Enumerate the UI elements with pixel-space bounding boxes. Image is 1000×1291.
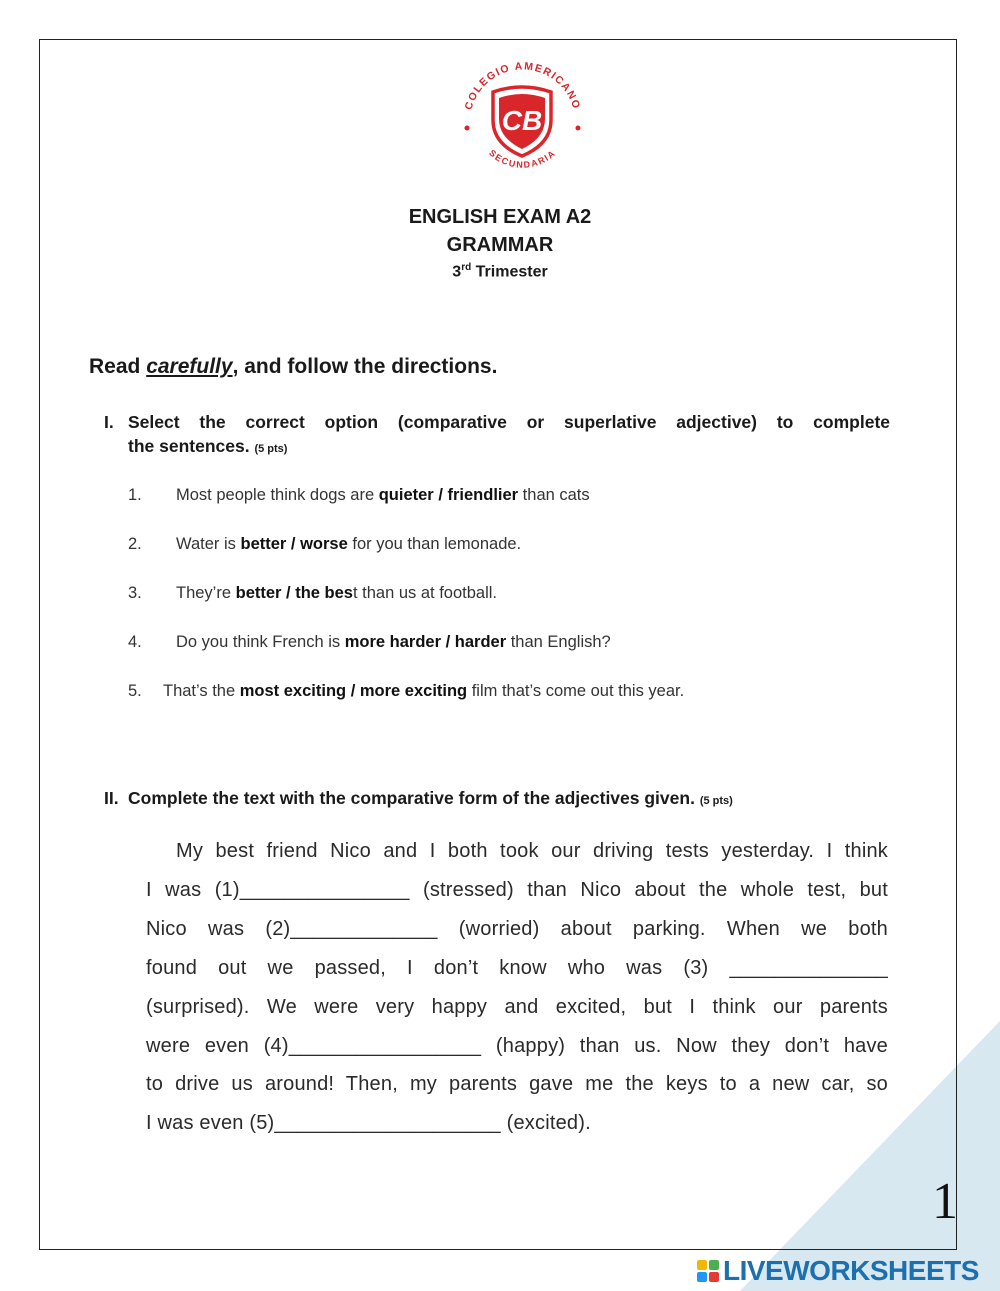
item-post: t than us at football. [352, 584, 497, 602]
section-2-title: Complete the text with the comparative form of the adjectives given. [128, 788, 695, 808]
general-directions [89, 355, 497, 379]
liveworksheets-text: LIVEWORKSHEETS [723, 1255, 979, 1286]
term-word: Trimester [475, 263, 548, 281]
school-logo [455, 56, 590, 181]
section-1-instruction-line2 [104, 436, 890, 457]
logo-block [697, 1260, 707, 1270]
logo-block [709, 1260, 719, 1270]
cloze-line: to drive us around! Then, my parents gave me the keys to a new car, so [146, 1073, 888, 1096]
item-options[interactable]: most exciting / more exciting [239, 682, 468, 700]
question-item-1 [128, 486, 590, 505]
question-item-4 [128, 633, 611, 652]
item-pre: Most people think dogs are [176, 486, 379, 504]
exam-term [0, 262, 1000, 281]
liveworksheets-watermark [697, 1254, 979, 1288]
cloze-line-blank-3[interactable]: found out we passed, I don’t know who was (3) ______________ [146, 956, 888, 979]
item-options[interactable]: more harder / harder [344, 633, 507, 651]
cloze-line: (surprised). We were very happy and excited, but I think our parents [146, 995, 888, 1018]
item-pre: Water is [176, 535, 241, 553]
item-post: than cats [518, 486, 590, 504]
page-number: 1 [932, 1173, 958, 1230]
section-2-numeral: II. [104, 788, 119, 808]
item-post: for you than lemonade. [347, 535, 522, 553]
logo-block [697, 1272, 707, 1282]
liveworksheets-logo-icon [697, 1260, 719, 1282]
section-2-points: (5 pts) [699, 795, 733, 807]
item-number: 4. [128, 633, 142, 651]
cloze-paragraph [146, 832, 888, 1143]
item-pre: That’s the [163, 682, 240, 700]
section-2-heading [104, 788, 733, 809]
directions-before: Read [89, 355, 147, 378]
item-options[interactable]: better / the bes [235, 584, 353, 602]
cloze-line: My best friend Nico and I both took our driving tests yesterday. I think [176, 840, 888, 862]
section-1-instruction-line1 [104, 412, 890, 433]
item-number: 3. [128, 584, 142, 602]
term-number: 3 [452, 263, 462, 281]
item-number: 2. [128, 535, 142, 553]
section-1-numeral: I. [104, 412, 114, 432]
logo-arc-top: COLEGIO AMERICANO [462, 60, 583, 112]
question-item-2 [128, 535, 521, 554]
section-1-points: (5 pts) [254, 443, 288, 455]
logo-arc-bottom: SECUNDARIA [487, 147, 558, 170]
cloze-line-blank-5[interactable]: I was even (5)____________________ (excited). [146, 1112, 591, 1135]
question-item-3 [128, 584, 497, 603]
exam-title: ENGLISH EXAM A2 [408, 206, 592, 228]
item-pre: They’re [176, 584, 236, 602]
section-1-line1: Select the correct option (comparative or superlative adjective) to complete [128, 412, 890, 432]
exam-subtitle: GRAMMAR [446, 234, 554, 256]
cloze-line-blank-1[interactable]: I was (1)_______________ (stressed) than Nico about the whole test, but [146, 878, 888, 901]
term-ordinal: rd [461, 262, 472, 273]
item-post: film that’s come out this year. [467, 682, 685, 700]
logo-block [709, 1272, 719, 1282]
section-1-line2: the sentences. [128, 436, 250, 456]
item-post: than English? [506, 633, 611, 651]
item-pre: Do you think French is [176, 633, 345, 651]
question-item-5 [128, 682, 684, 701]
logo-monogram: CB [501, 105, 543, 136]
cloze-line-blank-2[interactable]: Nico was (2)_____________ (worried) about parking. When we both [146, 917, 888, 940]
cloze-line-blank-4[interactable]: were even (4)_________________ (happy) than us. Now they don’t have [146, 1034, 888, 1057]
item-number: 5. [128, 682, 142, 700]
directions-emphasis: carefully [146, 355, 233, 378]
section-1-heading [104, 412, 890, 457]
item-options[interactable]: quieter / friendlier [378, 486, 519, 504]
item-options[interactable]: better / worse [240, 535, 348, 553]
directions-after: , and follow the directions. [232, 355, 498, 378]
item-number: 1. [128, 486, 142, 504]
